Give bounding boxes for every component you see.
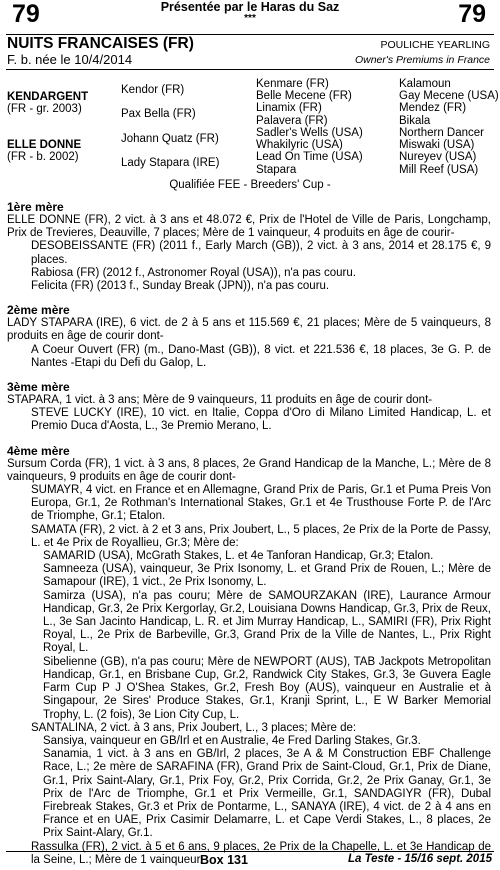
owners-premiums-note: Owner's Premiums in France [354, 54, 490, 66]
header-rule-bottom [6, 69, 494, 70]
horse-birth: F. b. née le 10/4/2014 [7, 52, 133, 67]
paragraph: Samneeza (USA), vainqueur, 3e Prix Isonomy, L. et Grand Prix de Rouen, L.; Mère de Samapour (IRE), 1 vict., 2e Prix Isonomy, L. [43, 563, 491, 589]
pedigree-gen3: Belle Mecene (FR) [256, 90, 352, 102]
paragraph: Rabiosa (FR) (2012 f., Astronomer Royal (USA)), n'a pas couru. [31, 266, 356, 279]
pedigree-gen4: Mill Reef (USA) [399, 164, 479, 176]
paragraph: SAMATA (FR), 2 vict. à 2 et 3 ans, Prix Joubert, L., 5 places, 2e Prix de la Porte de Passy, L. et 4e Prix de Royallieu, Gr.3; Mère de: [31, 523, 491, 549]
sponsor-stars: *** [244, 13, 256, 24]
section-title-mere4: 4ème mère [7, 443, 70, 458]
pedigree-gen4: Kalamoun [399, 78, 451, 90]
paragraph: Sansiya, vainqueur en GB/Irl et en Australie, 4e Fred Darling Stakes, Gr.3. [43, 734, 421, 747]
paragraph: Samirza (USA), n'a pas couru; Mère de SAMOURZAKAN (IRE), Laurance Armour Handicap, Gr.3, 2e Prix Kergorlay, Gr.2, Louisiana Downs Handicap, Gr.3, Prix de Reux, L., 3e San Jacinto Handicap, L. R. et Jim Murray Handicap, L., SAMIRI (FR), Prix Right Royal, L., 2e Prix de Barbeville, Gr.3, Grand Prix de la Ville de Nantes, L., Prix Right Royal, L. [43, 589, 491, 655]
pedigree-gen3: Stapara [256, 164, 297, 176]
footer-rule [6, 851, 494, 852]
sire-name: KENDARGENT [7, 91, 89, 103]
paragraph: SAMARID (USA), McGrath Stakes, L. et 4e Tanforan Handicap, Gr.3; Etalon. [43, 550, 434, 563]
pedigree-gen4: Mendez (FR) [399, 102, 467, 114]
paragraph: LADY STAPARA (IRE), 6 vict. de 2 à 5 ans et 115.569 €, 21 places; Mère de 5 vainqueurs, 8 produits en âge de courir dont- [7, 317, 491, 343]
paragraph: STEVE LUCKY (IRE), 10 vict. en Italie, Coppa d'Oro di Milano Limited Handicap, L. et Premio Duca d'Aosta, L., 3e Premio Merano, L. [31, 407, 491, 433]
pedigree-gen3: Sadler's Wells (USA) [256, 127, 363, 139]
dam-line-section [7, 200, 491, 867]
pedigree-gen3: Palavera (FR) [256, 115, 328, 127]
pedigree-gen2: Lady Stapara (IRE) [121, 157, 220, 169]
dam-info: (FR - b. 2002) [7, 151, 79, 163]
paragraph: SUMAYR, 4 vict. en France et en Allemagne, Grand Prix de Paris, Gr.1 et Puma Preis Von Europa, Gr.1, 2e Rothman's International Stakes, Gr.1 et 4e Trusthouse Forte P. de l'Arc de Triomphe, Gr.1; Etalon. [31, 484, 491, 523]
pedigree-gen3: Linamix (FR) [256, 102, 322, 114]
qualification-line: Qualifiée FEE - Breeders' Cup - [169, 179, 331, 191]
horse-category: POULICHE YEARLING [380, 39, 490, 51]
sire-info: (FR - gr. 2003) [7, 103, 82, 115]
dam-name: ELLE DONNE [7, 139, 82, 151]
horse-name: NUITS FRANCAISES (FR) [7, 35, 194, 52]
section-title-mere3: 3ème mère [7, 380, 70, 395]
section-title-mere1: 1ère mère [7, 200, 64, 214]
pedigree-gen2: Johann Quatz (FR) [121, 133, 219, 145]
paragraph: A Coeur Ouvert (FR) (m., Dano-Mast (GB)), 8 vict. et 221.536 €, 18 places, 3e G. P. de Nantes -Etapi du Defi du Galop, L. [31, 343, 491, 369]
lot-number-left: 79 [12, 0, 40, 28]
paragraph: Sibelienne (GB), n'a pas couru; Mère de NEWPORT (AUS), TAB Jackpots Metropolitan Handicap, Gr.1, en Brisbane Cup, Gr.2, Randwick City Stakes, Gr.3, 3e Guvera Eagle Farm Cup P J O'Shea Stakes, Gr.2, Fresh Boy (AUS), vainqueur en Australie et à Singapour, 2e Sires' Produce Stakes, Gr.1, Kranji Sprint, L., E W Barker Memorial Trophy, L. (2 fois), 3e Lion City Cup, L. [43, 655, 491, 721]
box-number: Box 131 [200, 853, 248, 867]
pedigree-gen2: Pax Bella (FR) [121, 108, 196, 120]
section-title-mere2: 2ème mère [7, 303, 70, 318]
pedigree-gen3: Kenmare (FR) [256, 78, 329, 90]
event-info: La Teste - 15/16 sept. 2015 [347, 853, 492, 865]
paragraph: Sursum Corda (FR), 1 vict. à 3 ans, 8 places, 2e Grand Handicap de la Manche, L.; Mère de 8 vainqueurs, 9 produits en âge de courir dont- [7, 457, 491, 483]
pedigree-gen2: Kendor (FR) [121, 84, 185, 96]
pedigree-gen4: Gay Mecene (USA) [399, 90, 499, 102]
paragraph: Rassulka (FR), 2 vict. à 5 et 6 ans, 9 places, 2e Prix de la Chapelle, L. et 3e Handicap de la Seine, L.; Mère de 1 vainqueur. [31, 840, 491, 866]
paragraph: Sanamia, 1 vict. à 3 ans en GB/Irl, 2 places, 3e A & M Construction EBF Challenge Race, L.; 2e mère de SARAFINA (FR), Grand Prix de Saint-Cloud, Gr.1, Prix de Diane, Gr.1, Prix Saint-Alary, Gr.1, Prix Foy, Gr.2, Prix Corrida, Gr.2, 2e Prix Ganay, Gr.1, 3e Prix de l'Arc de Triomphe, Gr.1 et Prix Vermeille, Gr.1, SANDAGIYR (FR), Dubal Firebreak Stakes, Gr.3 et Prix de Pontarme, L., SANAYA (IRE), 4 vict. de 2 à 4 ans en France et en UAE, Prix Casimir Delamarre, L. et Cape Verdi Stakes, L., 8 places, 2e Prix Saint-Alary, Gr.1. [43, 748, 491, 840]
pedigree-gen3: Whakilyric (USA) [256, 139, 343, 151]
pedigree-gen4: Nureyev (USA) [399, 151, 477, 163]
paragraph: ELLE DONNE (FR), 2 vict. à 3 ans et 48.072 €, Prix de l'Hotel de Ville de Paris, Longchamp, Prix de Trevieres, Deauville, 7 places; Mère de 1 vainqueur, 4 produits en âge de courir- [7, 214, 491, 240]
lot-number-right: 79 [458, 0, 486, 28]
pedigree-gen4: Northern Dancer [399, 127, 485, 139]
pedigree-gen4: Miswaki (USA) [399, 139, 475, 151]
paragraph: DESOBEISSANTE (FR) (2011 f., Early March (GB)), 2 vict. à 3 ans, 2014 et 28.175 €, 9 places. [31, 240, 491, 266]
pedigree-gen4: Bikala [399, 115, 431, 127]
paragraph: Felicita (FR) (2013 f., Sunday Break (JPN)), n'a pas couru. [31, 280, 330, 293]
paragraph: SANTALINA, 2 vict. à 3 ans, Prix Joubert, L., 3 places; Mère de: [31, 721, 357, 734]
sponsor-line: Présentée par le Haras du Saz [160, 0, 340, 14]
pedigree-gen3: Lead On Time (USA) [256, 151, 363, 163]
paragraph: STAPARA, 1 vict. à 3 ans; Mère de 9 vainqueurs, 11 produits en âge de courir dont- [7, 394, 433, 407]
